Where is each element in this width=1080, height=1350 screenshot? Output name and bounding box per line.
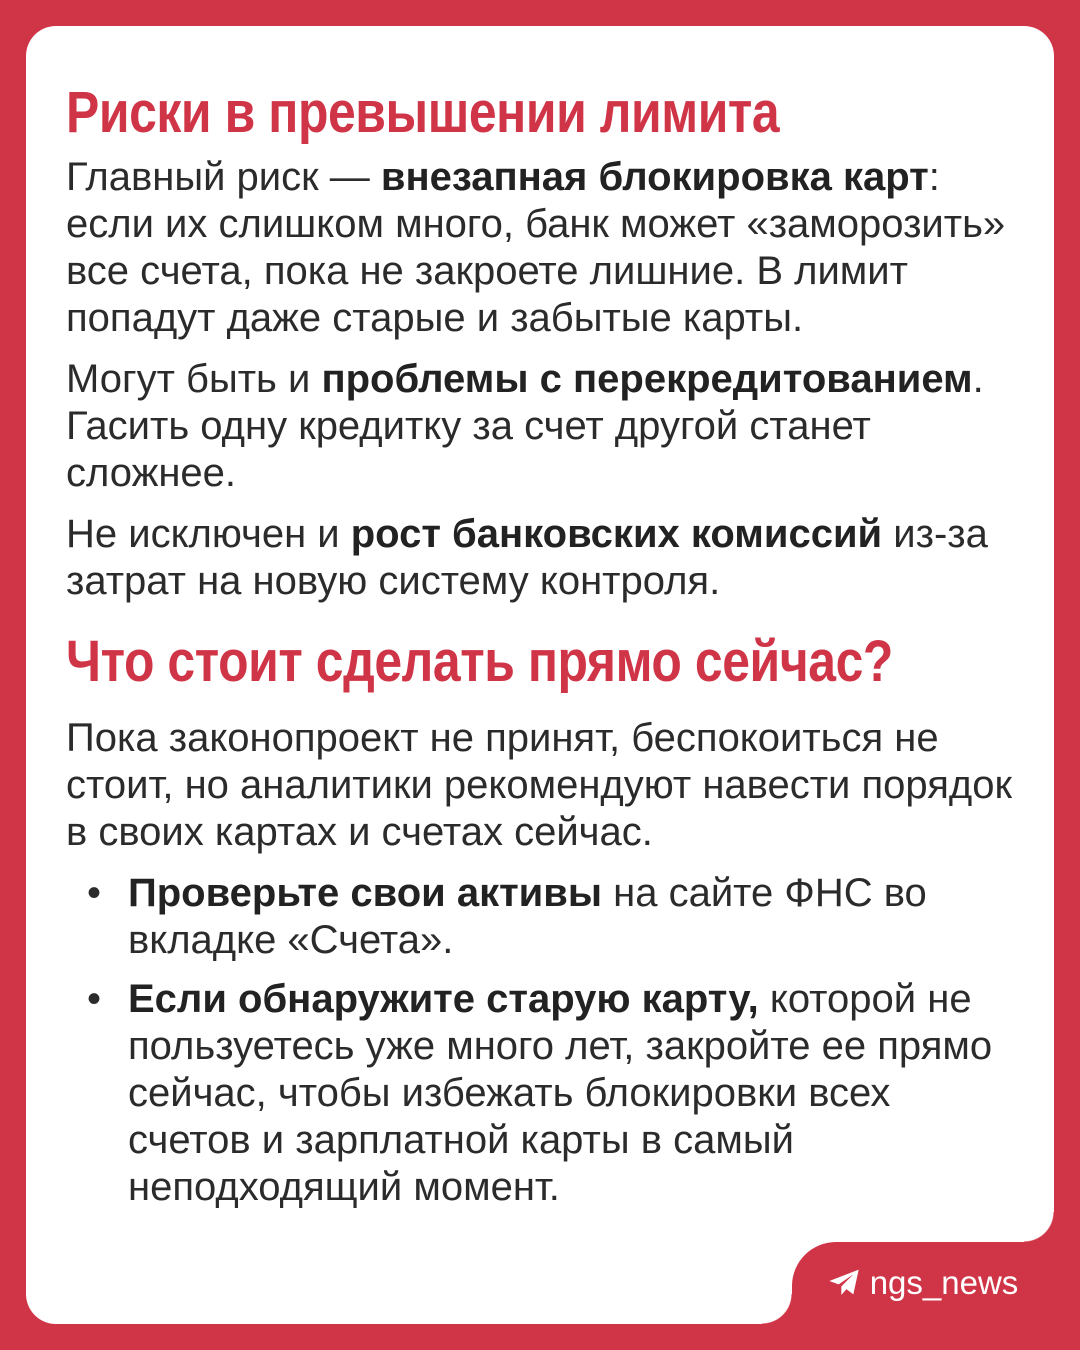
emphasis-card-blocking: внезапная блокировка карт <box>380 155 929 199</box>
paragraph-refinancing: Могут быть и проблемы с перекредитованием. Гасить одну кредитку за счет другой станет сложнее. <box>66 357 984 495</box>
brand-badge[interactable] <box>792 1242 1054 1324</box>
paragraph-intro: Пока законопроект не принят, беспокоиться не стоит, но аналитики рекомендуют навести порядок в своих картах и счетах сейчас. <box>66 716 1012 854</box>
telegram-icon <box>828 1268 860 1298</box>
list-item <box>86 870 1014 964</box>
bullet-icon: • <box>86 977 101 1021</box>
emphasis-commissions: рост банковских комиссий <box>350 512 883 556</box>
paragraph-commissions: Не исключен и рост банковских комиссий из‑за затрат на новую систему контроля. <box>66 512 988 603</box>
list-item-text: на сайте ФНС во вкладке «Счета». <box>128 871 927 962</box>
section-heading-risks: Риски в превышении лимита <box>66 80 780 145</box>
list-item-text: которой не пользуетесь уже много лет, закройте ее прямо сейчас, чтобы избежать блокировки всех счетов и зарплатной карты в самый неподходящий момент. <box>128 977 993 1209</box>
action-list <box>66 870 1014 1211</box>
brand-handle: ngs_news <box>869 1264 1019 1301</box>
section-heading-actions: Что стоит сделать прямо сейчас? <box>66 629 893 694</box>
list-item-bold: Проверьте свои активы <box>128 871 603 915</box>
paragraph-card-blocking: Главный риск — внезапная блокировка карт: если их слишком много, банк может «заморозить» все счета, пока не закроете лишние. В лимит попадут даже старые и забытые карты. <box>66 155 1006 340</box>
list-item <box>86 976 1014 1211</box>
content-card <box>26 26 1054 1324</box>
bullet-icon: • <box>86 871 101 915</box>
emphasis-refinancing: проблемы с перекредитованием <box>321 357 973 401</box>
list-item-bold: Если обнаружите старую карту, <box>128 977 759 1021</box>
